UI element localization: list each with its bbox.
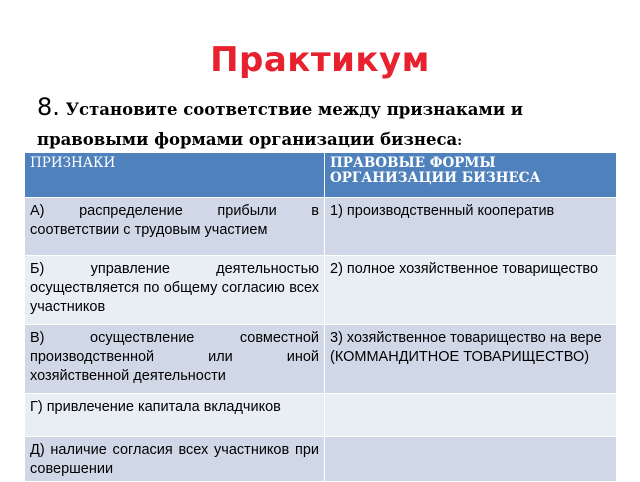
feature-cell: Д) наличие согласия всех участников при совершении — [25, 437, 325, 482]
task-text-line-2: правовыми формами организации бизнеса — [37, 130, 458, 149]
header-features: ПРИЗНАКИ — [25, 153, 325, 198]
feature-cell: А) распределение прибыли в соответствии с трудовым участием — [25, 198, 325, 256]
table-row — [25, 256, 617, 325]
task-colon: : — [457, 134, 463, 149]
feature-cell: Г) привлечение капитала вкладчиков — [25, 394, 325, 437]
table-row — [25, 325, 617, 394]
matching-table — [24, 152, 617, 482]
table-row — [25, 198, 617, 256]
table-header-row — [25, 153, 617, 198]
form-cell — [325, 437, 617, 482]
form-cell — [325, 394, 617, 437]
feature-cell: В) осуществление совместной производственной или иной хозяйственной деятельности — [25, 325, 325, 394]
form-cell: 3) хозяйственное товарищество на вере (КОММАНДИТНОЕ ТОВАРИЩЕСТВО) — [325, 325, 617, 394]
header-legal-forms: ПРАВОВЫЕ ФОРМЫ ОРГАНИЗАЦИИ БИЗНЕСА — [325, 153, 617, 198]
task-text-line-1: Установите соответствие между признаками и — [59, 100, 524, 119]
table-row — [25, 394, 617, 437]
task-number: 8. — [37, 93, 60, 121]
page-title: Практикум — [210, 40, 430, 80]
form-cell: 2) полное хозяйственное товарищество — [325, 256, 617, 325]
form-cell: 1) производственный кооператив — [325, 198, 617, 256]
table-row — [25, 437, 617, 482]
feature-cell: Б) управление деятельностью осуществляется по общему согласию всех участников — [25, 256, 325, 325]
task-text — [37, 92, 603, 157]
